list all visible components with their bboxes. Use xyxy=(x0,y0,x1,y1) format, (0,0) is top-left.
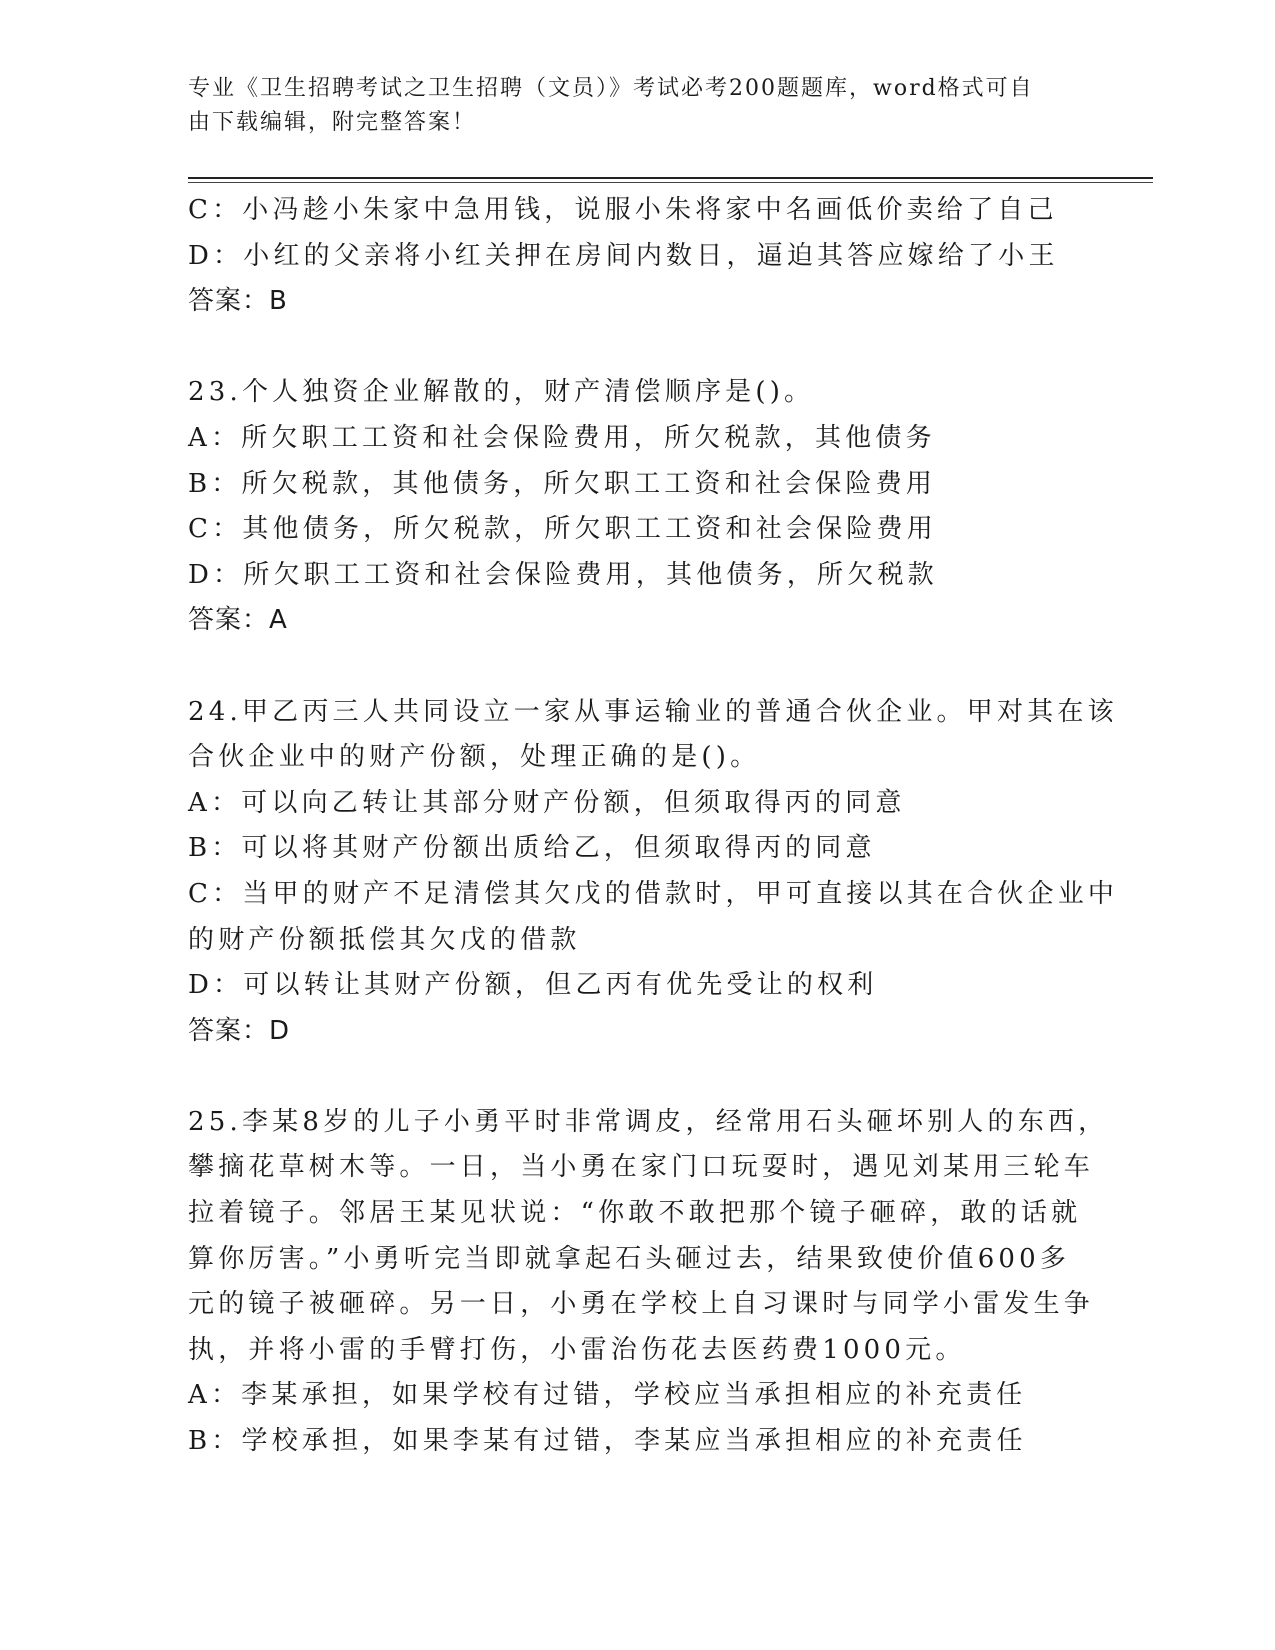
q24-option-a: A：可以向乙转让其部分财产份额，但须取得丙的同意 xyxy=(188,787,906,818)
q22-option-d: D：小红的父亲将小红关押在房间内数日，逼迫其答应嫁给了小王 xyxy=(188,240,1059,271)
header-line-1: 专业《卫生招聘考试之卫生招聘（文员）》考试必考200题题库，word格式可自 xyxy=(188,76,1034,101)
q25-stem-line-1: 25.李某8岁的儿子小勇平时非常调皮，经常用石头砸坏别人的东西， xyxy=(188,1106,1109,1137)
question-25 xyxy=(188,1100,1109,1465)
q25-stem-line-4: 算你厉害。”小勇听完当即就拿起石头砸过去，结果致使价值600多 xyxy=(188,1243,1071,1274)
q24-stem-line-2: 合伙企业中的财产份额，处理正确的是()。 xyxy=(188,742,761,773)
q22-answer: 答案：B xyxy=(188,286,288,317)
q23-answer: 答案：A xyxy=(188,605,288,636)
q23-option-b: B：所欠税款，其他债务，所欠职工工资和社会保险费用 xyxy=(188,468,937,499)
header-rule-thick xyxy=(188,177,1153,179)
q24-option-b: B：可以将其财产份额出质给乙，但须取得丙的同意 xyxy=(188,833,876,864)
spacer xyxy=(188,1054,1088,1100)
document-header xyxy=(188,72,1068,140)
q25-stem-line-5: 元的镜子被砸碎。另一日，小勇在学校上自习课时与同学小雷发生争 xyxy=(188,1289,1095,1320)
q25-stem-line-3: 拉着镜子。邻居王某见状说：“你敢不敢把那个镜子砸碎，敢的话就 xyxy=(188,1198,1082,1229)
q23-stem: 23.个人独资企业解散的，财产清偿顺序是()。 xyxy=(188,377,815,408)
q22-option-c: C：小冯趁小朱家中急用钱，说服小朱将家中名画低价卖给了自己 xyxy=(188,195,1058,225)
q24-answer: 答案：D xyxy=(188,1015,291,1046)
q25-stem-line-6: 执，并将小雷的手臂打伤，小雷治伤花去医药费1000元。 xyxy=(188,1334,966,1365)
q25-option-b: B：学校承担，如果李某有过错，李某应当承担相应的补充责任 xyxy=(188,1426,1027,1457)
question-content xyxy=(188,188,1119,1465)
question-22 xyxy=(188,188,1088,325)
q24-option-c-line-2: 的财产份额抵偿其欠戊的借款 xyxy=(188,924,581,955)
q23-option-a: A：所欠职工工资和社会保险费用，所欠税款，其他债务 xyxy=(188,422,936,453)
q23-option-d: D：所欠职工工资和社会保险费用，其他债务，所欠税款 xyxy=(188,559,938,590)
q24-option-c-line-1: C：当甲的财产不足清偿其欠戊的借款时，甲可直接以其在合伙企业中 xyxy=(188,878,1119,909)
question-23 xyxy=(188,370,1088,644)
q25-option-a: A：李某承担，如果学校有过错，学校应当承担相应的补充责任 xyxy=(188,1380,1027,1411)
header-rule-thin xyxy=(188,182,1153,183)
q25-stem-line-2: 攀摘花草树木等。一日，当小勇在家门口玩耍时，遇见刘某用三轮车 xyxy=(188,1152,1095,1183)
header-line-2: 由下载编辑，附完整答案！ xyxy=(188,110,477,135)
spacer xyxy=(188,644,1088,690)
spacer xyxy=(188,325,1088,371)
question-24 xyxy=(188,690,1119,1055)
q24-stem-line-1: 24.甲乙丙三人共同设立一家从事运输业的普通合伙企业。甲对其在该 xyxy=(188,696,1118,727)
q23-option-c: C：其他债务，所欠税款，所欠职工工资和社会保险费用 xyxy=(188,514,937,545)
q24-option-d: D：可以转让其财产份额，但乙丙有优先受让的权利 xyxy=(188,970,878,1001)
